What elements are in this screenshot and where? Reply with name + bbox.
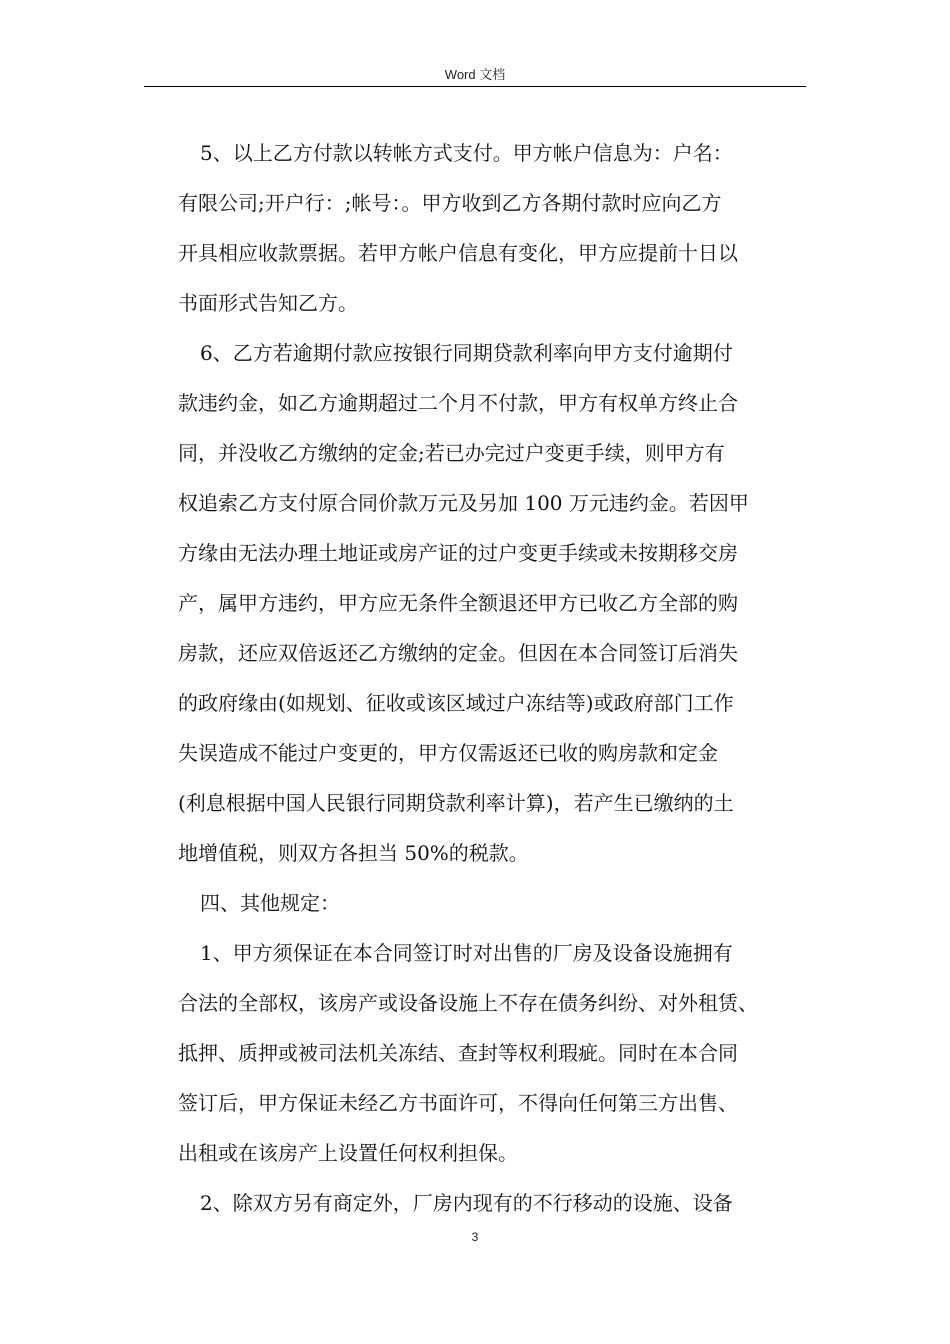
text-line: 1、甲方须保证在本合同签订时对出售的厂房及设备设施拥有: [200, 941, 733, 965]
text-line: 失误造成不能过户变更的，甲方仅需返还已收的购房款和定金: [178, 741, 718, 765]
text-line: 方缘由无法办理土地证或房产证的过户变更手续或未按期移交房: [178, 541, 738, 565]
text-line: 开具相应收款票据。若甲方帐户信息有变化，甲方应提前十日以: [178, 241, 738, 265]
page-number: 3: [471, 1230, 479, 1244]
page-header: Word 文档: [444, 67, 506, 82]
text-line: 权追索乙方支付原合同价款万元及另加 100 万元违约金。若因甲: [178, 491, 749, 515]
text-line: 款违约金，如乙方逾期超过二个月不付款，甲方有权单方终止合: [178, 391, 738, 415]
text-line: 抵押、质押或被司法机关冻结、查封等权利瑕疵。同时在本合同: [178, 1041, 738, 1065]
text-line: 地增值税，则双方各担当 50%的税款。: [178, 841, 529, 865]
text-line: 签订后，甲方保证未经乙方书面许可，不得向任何第三方出售、: [178, 1091, 738, 1115]
text-line: 2、除双方另有商定外，厂房内现有的不行移动的设施、设备: [200, 1191, 733, 1215]
text-line: 6、乙方若逾期付款应按银行同期贷款利率向甲方支付逾期付: [200, 341, 733, 365]
text-line: 有限公司;开户行：;帐号：。甲方收到乙方各期付款时应向乙方: [178, 191, 722, 215]
text-line: 的政府缘由(如规划、征收或该区域过户冻结等)或政府部门工作: [178, 691, 734, 715]
section-heading: 四、其他规定：: [200, 891, 340, 915]
text-line: 出租或在该房产上设置任何权利担保。: [178, 1141, 518, 1165]
text-line: 5、以上乙方付款以转帐方式支付。甲方帐户信息为：户名：: [200, 141, 733, 165]
text-line: 产，属甲方违约，甲方应无条件全额退还甲方已收乙方全部的购: [178, 591, 738, 615]
header-divider: [144, 86, 806, 87]
text-line: 合法的全部权，该房产或设备设施上不存在债务纠纷、对外租赁、: [178, 991, 758, 1015]
text-line: 同，并没收乙方缴纳的定金;若已办完过户变更手续，则甲方有: [178, 441, 725, 465]
text-line: (利息根据中国人民银行同期贷款利率计算)，若产生已缴纳的土: [178, 791, 734, 815]
text-line: 房款，还应双倍返还乙方缴纳的定金。但因在本合同签订后消失: [178, 641, 738, 665]
document-body: [178, 128, 806, 1228]
text-line: 书面形式告知乙方。: [178, 291, 358, 315]
